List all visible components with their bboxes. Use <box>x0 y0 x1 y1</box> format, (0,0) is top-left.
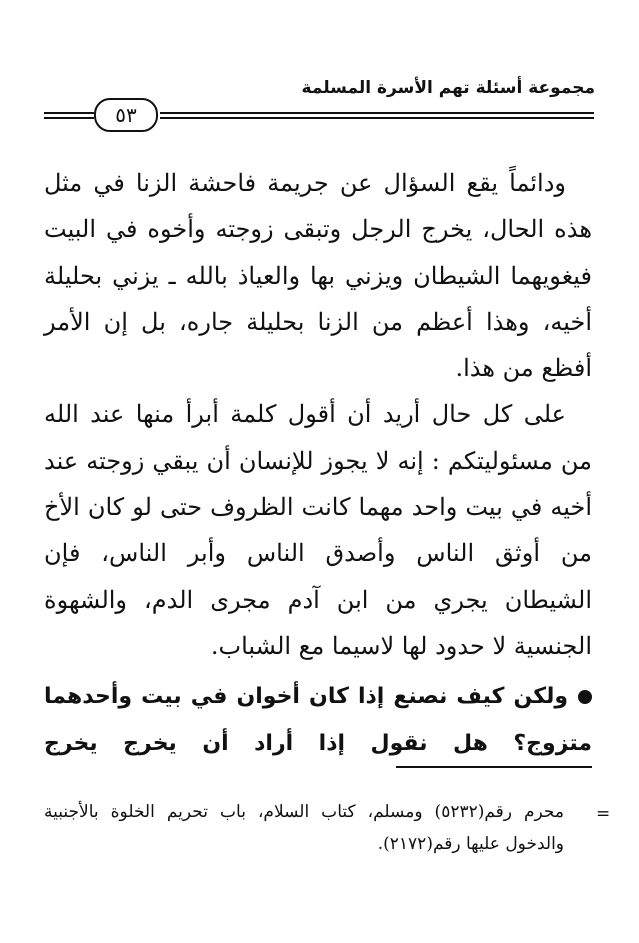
footnote-separator <box>396 766 592 768</box>
paragraph: على كل حال أريد أن أقول كلمة أبرأ منها عند الله من مسئوليتكم : إنه لا يجوز للإنسان أن يبقي زوجته عند أخيه في بيت واحد مهما كانت الظروف حتى لو كان الأخ من أوثق الناس وأصدق الناس وأبر الناس، فإن الشيطان يجري من ابن آدم مجرى الدم، والشهوة الجنسية لا حدود لها لاسيما مع الشباب. <box>44 400 592 660</box>
running-header-title: مجموعة أسئلة تهم الأسرة المسلمة <box>301 78 595 98</box>
page-number: ٥٣ <box>94 98 158 132</box>
header-rule-left <box>44 112 94 120</box>
question-text: ولكن كيف نصنع إذا كان أخوان في بيت وأحدهما متزوج؟ هل نقول إذا أراد أن يخرج يخرج <box>44 684 592 757</box>
main-text <box>44 160 592 767</box>
header-rule-right <box>160 112 594 120</box>
paragraph: ودائماً يقع السؤال عن جريمة فاحشة الزنا في مثل هذه الحال، يخرج الرجل وتبقى زوجته وأخوه في البيت فيغويهما الشيطان ويزني بها والعياذ بالله ـ يزني بحليلة أخيه، وهذا أعظم من الزنا بحليلة جاره، بل إن الأمر أفظع من هذا. <box>44 169 592 383</box>
footnote-text: محرم رقم(٥٢٣٢) ومسلم، كتاب السلام، باب تحريم الخلوة بالأجنبية والدخول عليها رقم(٢١٧٢). <box>44 802 565 854</box>
footnote-continuation-mark: = <box>596 804 611 824</box>
bullet-icon <box>578 690 592 704</box>
question-paragraph <box>44 673 592 767</box>
